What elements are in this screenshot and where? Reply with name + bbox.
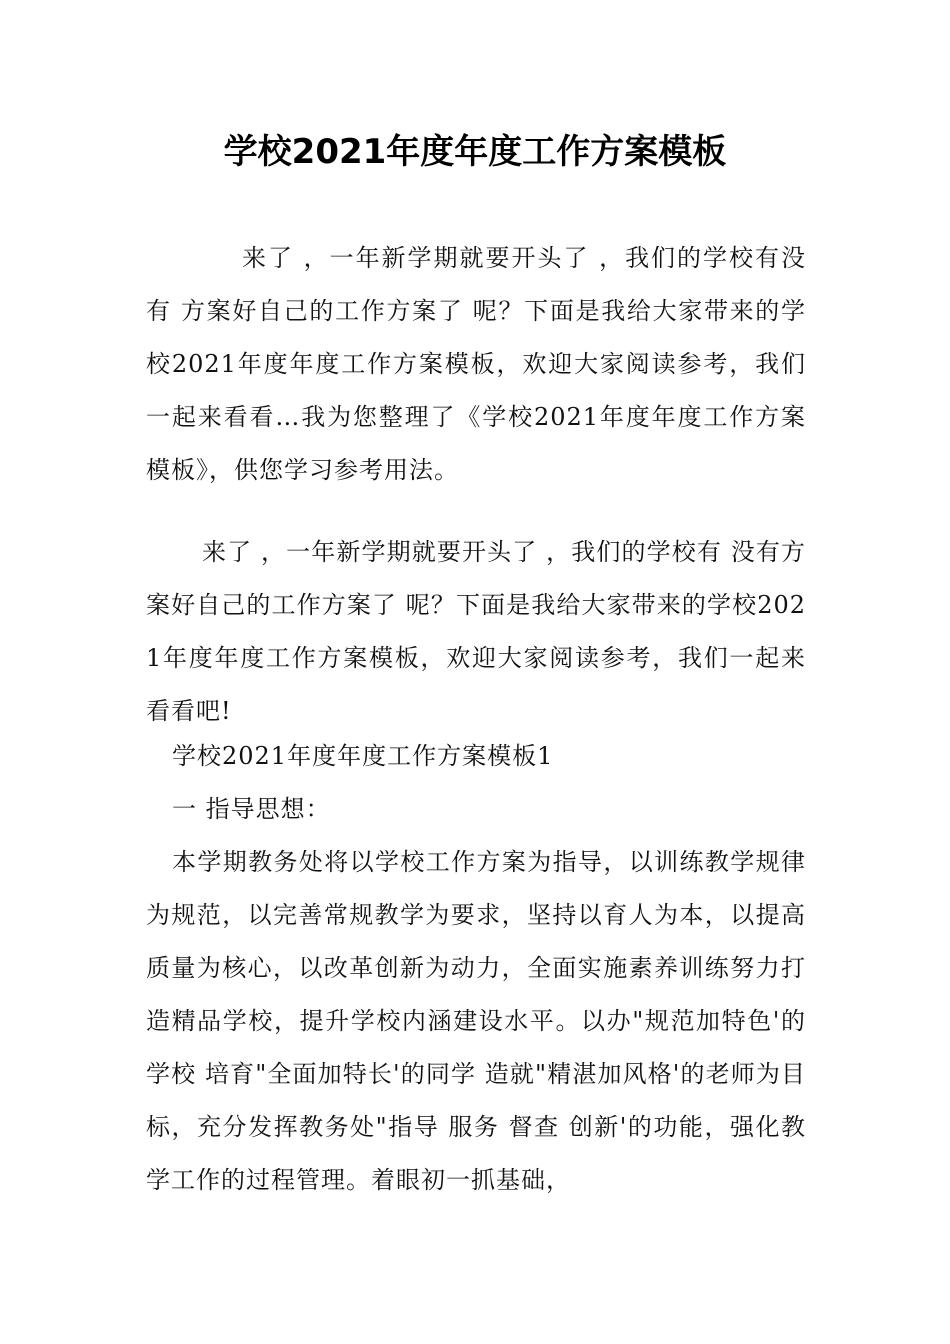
document-title: 学校2021年度年度工作方案模板 <box>223 132 727 172</box>
subheading-guiding-ideology: 一 指导思想： <box>172 795 331 823</box>
intro-paragraph: 来了 ，一年新学期就要开头了 ，我们的学校有没有 方案好自己的工作方案了 呢？下面是我给大家带来的学校2021年度年度工作方案模板，欢迎大家阅读参考，我们一起来看看…我为您整理了《学校2021年度年度工作方案模板》，供您学习参考用法。 <box>146 244 806 484</box>
body-paragraph: 本学期教务处将以学校工作方案为指导，以训练教学规律为规范，以完善常规教学为要求，坚持以育人为本，以提高质量为核心，以改革创新为动力，全面实施素养训练努力打造精品学校，提升学校内涵建设水平。以办"规范加特色'的学校 培育"全面加特长'的同学 造就"精湛加风格'的老师为目标，充分发挥教务处"指导 服务 督查 创新'的功能，强化教学工作的过程管理。着眼初一抓基础， <box>146 848 806 1194</box>
repeat-paragraph: 来了 ，一年新学期就要开头了 ，我们的学校有 没有方案好自己的工作方案了 呢？下面是我给大家带来的学校2021年度年度工作方案模板，欢迎大家阅读参考，我们一起来看看吧! <box>146 538 806 725</box>
section-title: 学校2021年度年度工作方案模板1 <box>172 742 554 770</box>
